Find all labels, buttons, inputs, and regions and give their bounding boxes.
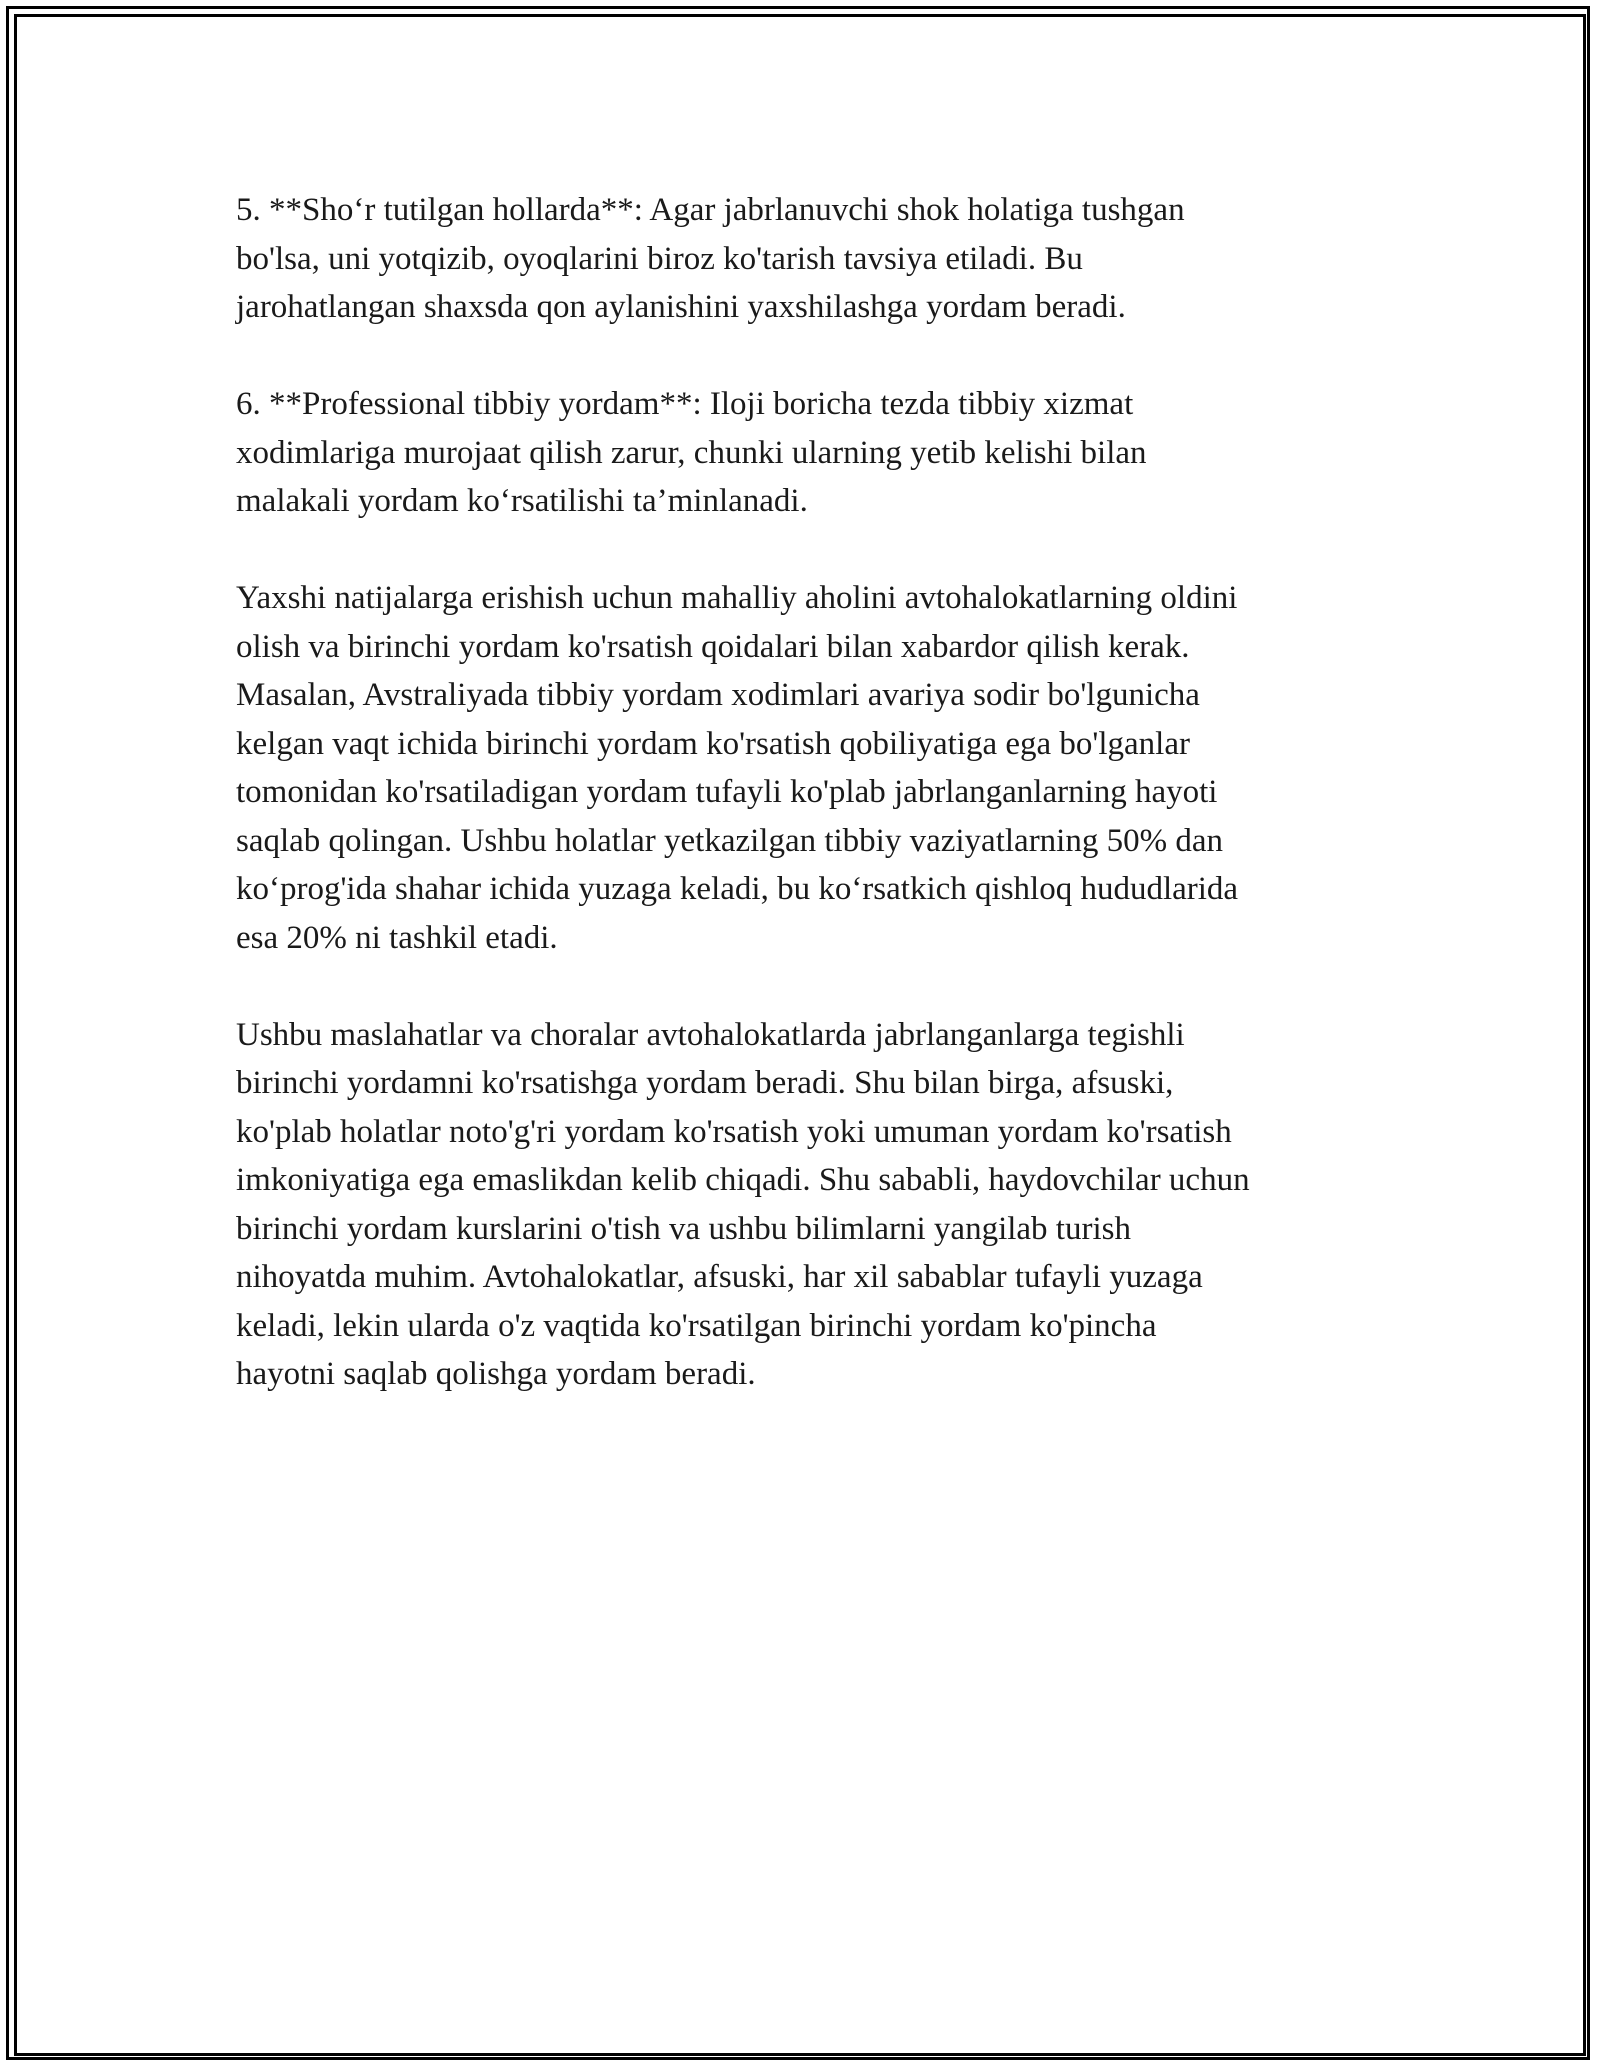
document-body: [236, 186, 1366, 1447]
paragraph-conclusion: Ushbu maslahatlar va choralar avtohalokatlarda jabrlanganlarga tegishli birinchi yordamni ko'rsatishga yordam beradi. Shu bilan birga, afsuski, ko'plab holatlar noto'g'ri yordam ko'rsatish yoki umuman yordam ko'rsatish imkoniyatiga ega emaslikdan kelib chiqadi. Shu sababli, haydovchilar uchun birinchi yordam kurslarini o'tish va ushbu bilimlarni yangilab turish nihoyatda muhim. Avtohalokatlar, afsuski, har xil sabablar tufayli yuzaga keladi, lekin ularda o'z vaqtida ko'rsatilgan birinchi yordam ko'pincha hayotni saqlab qolishga yordam beradi.: [236, 1016, 1250, 1392]
paragraph-results-awareness: Yaxshi natijalarga erishish uchun mahalliy aholini avtohalokatlarning oldini olish va birinchi yordam ko'rsatish qoidalari bilan xabardor qilish kerak. Masalan, Avstraliyada tibbiy yordam xodimlari avariya sodir bo'lgunicha kelgan vaqt ichida birinchi yordam ko'rsatish qobiliyatiga ega bo'lganlar tomonidan ko'rsatiladigan yordam tufayli ko'plab jabrlanganlarning hayoti saqlab qolingan. Ushbu holatlar yetkazilgan tibbiy vaziyatlarning 50% dan ko‘prog'ida shahar ichida yuzaga keladi, bu ko‘rsatkich qishloq hududlarida esa 20% ni tashkil etadi.: [236, 580, 1239, 956]
paragraph-shock-treatment: 5. **Sho‘r tutilgan hollarda**: Agar jabrlanuvchi shok holatiga tushgan bo'lsa, uni yotqizib, oyoqlarini biroz ko'tarish tavsiya etiladi. Bu jarohatlangan shaxsda qon aylanishini yaxshilashga yordam beradi.: [236, 192, 1185, 325]
paragraph-professional-help: 6. **Professional tibbiy yordam**: Iloji boricha tezda tibbiy xizmat xodimlariga murojaat qilish zarur, chunki ularning yetib kelishi bilan malakali yordam ko‘rsatilishi ta’minlanadi.: [236, 386, 1147, 519]
